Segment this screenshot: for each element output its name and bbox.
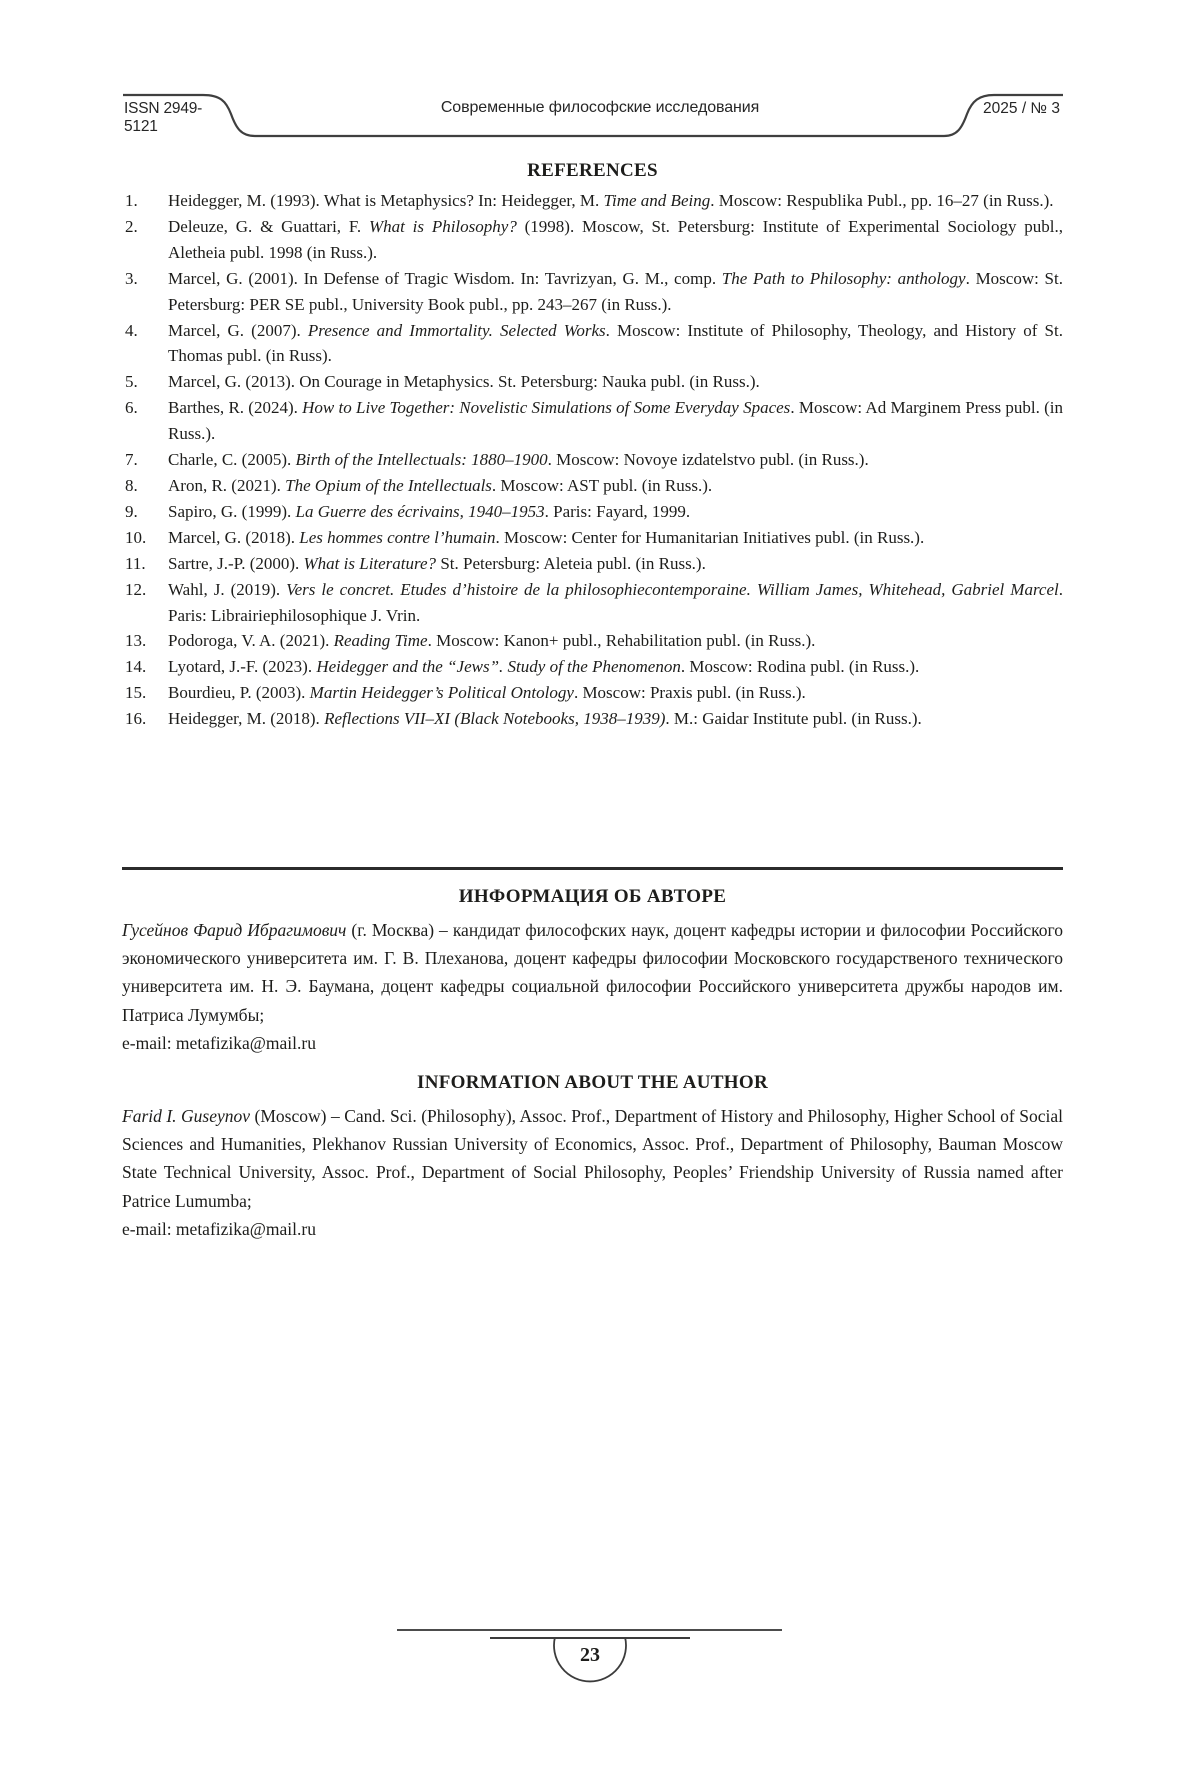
reference-title-italic: La Guerre des écrivains, 1940–1953 xyxy=(295,501,545,521)
reference-text: Barthes, R. (2024). xyxy=(168,398,303,418)
reference-title-italic: Presence and Immortality. Selected Works xyxy=(307,320,606,340)
reference-text: St. Petersburg: Aleteia publ. (in Russ.). xyxy=(436,553,706,573)
reference-text: Marcel, G. (2013). On Courage in Metaphysics. St. Petersburg: Nauka publ. (in Russ.). xyxy=(168,372,760,392)
reference-item xyxy=(122,654,1063,680)
reference-number: 12. xyxy=(125,579,147,599)
reference-number: 10. xyxy=(125,527,147,547)
reference-text: Wahl, J. (2019). xyxy=(168,579,287,599)
reference-text: . Moscow: Center for Humanitarian Initiatives publ. (in Russ.). xyxy=(495,527,925,547)
reference-item xyxy=(122,447,1063,473)
author-email-ru: e-mail: metafizika@mail.ru xyxy=(122,1032,316,1053)
reference-item xyxy=(122,473,1063,499)
reference-item xyxy=(122,525,1063,551)
reference-text: . Moscow: Respublika Publ., pp. 16–27 (in Russ.). xyxy=(710,191,1054,210)
reference-text: . Paris: Fayard, 1999. xyxy=(544,501,691,521)
reference-title-italic: How to Live Together: Novelistic Simulations of Some Everyday Spaces xyxy=(302,398,791,418)
reference-item xyxy=(122,706,1063,732)
reference-item xyxy=(122,577,1063,629)
reference-text: Charle, C. (2005). xyxy=(168,450,296,470)
author-name-en: Farid I. Guseynov xyxy=(122,1106,251,1126)
reference-number: 2. xyxy=(125,216,138,236)
reference-number: 1. xyxy=(125,191,138,210)
reference-text: Podoroga, V. A. (2021). xyxy=(168,631,334,651)
reference-title-italic: Vers le concret. Etudes d’histoire de la philosophiecontemporaine. William James, Whitehead, Gabriel Marcel xyxy=(286,579,1059,599)
reference-item xyxy=(122,628,1063,654)
reference-title-italic: Reading Time xyxy=(333,631,428,651)
reference-number: 9. xyxy=(125,501,138,521)
reference-text: . Moscow: Ad Marginem Press publ. (in Russ.). xyxy=(168,398,1064,444)
reference-title-italic: Les hommes contre l’humain xyxy=(299,527,496,547)
reference-text: Sartre, J.-P. (2000). xyxy=(168,553,304,573)
reference-title-italic: The Path to Philosophy: anthology xyxy=(721,268,966,288)
reference-text: (1998). Moscow, St. Petersburg: Institute of Experimental Sociology publ., Aletheia publ. 1998 (in Russ.). xyxy=(168,216,1063,262)
reference-item xyxy=(122,318,1063,370)
reference-text: . Moscow: St. Petersburg: PER SE publ., University Book publ., pp. 243–267 (in Russ.). xyxy=(168,268,1063,314)
reference-text: Marcel, G. (2007). xyxy=(168,320,308,340)
reference-text: . Moscow: AST publ. (in Russ.). xyxy=(491,475,713,495)
reference-number: 13. xyxy=(125,631,147,651)
reference-title-italic: Time and Being xyxy=(603,191,711,210)
reference-item xyxy=(122,551,1063,577)
reference-item xyxy=(122,499,1063,525)
reference-number: 15. xyxy=(125,683,147,703)
reference-item xyxy=(122,369,1063,395)
reference-title-italic: Heidegger and the “Jews”. Study of the Phenomenon xyxy=(316,657,681,677)
author-bio-ru: (г. Москва) – кандидат философских наук, доцент кафедры истории и философии Российского экономического университета им. Г. В. Плеханова, доцент кафедры философии Московского государственого технического университета им. Н. Э. Баумана, доцент кафедры социальной философии Российского университета дружбы народов им. Патриса Лумумбы; xyxy=(122,920,1063,1025)
reference-item xyxy=(122,214,1063,266)
reference-text: Bourdieu, P. (2003). xyxy=(168,683,310,703)
page-header xyxy=(0,85,1200,147)
author-info-ru-heading: ИНФОРМАЦИЯ ОБ АВТОРЕ xyxy=(458,886,727,907)
reference-number: 7. xyxy=(125,450,138,470)
reference-text: . Moscow: Praxis publ. (in Russ.). xyxy=(573,683,806,703)
reference-number: 8. xyxy=(125,475,138,495)
reference-number: 4. xyxy=(125,320,138,340)
reference-number: 6. xyxy=(125,398,138,418)
reference-text: . Moscow: Kanon+ publ., Rehabilitation publ. (in Russ.). xyxy=(427,631,816,651)
reference-item xyxy=(122,395,1063,447)
reference-text: Marcel, G. (2001). In Defense of Tragic Wisdom. In: Tavrizyan, G. M., comp. xyxy=(168,268,722,288)
reference-text: Deleuze, G. & Guattari, F. xyxy=(168,216,369,236)
reference-number: 11. xyxy=(125,553,146,573)
reference-title-italic: The Opium of the Intellectuals xyxy=(285,475,492,495)
references-heading: REFERENCES xyxy=(527,160,658,181)
reference-text: Lyotard, J.-F. (2023). xyxy=(168,657,317,677)
author-info-en-heading: INFORMATION ABOUT THE AUTHOR xyxy=(417,1072,768,1093)
section-divider xyxy=(122,867,1063,870)
reference-item xyxy=(122,266,1063,318)
reference-number: 16. xyxy=(125,709,147,729)
journal-title: Современные философские исследования xyxy=(440,99,760,116)
reference-number: 14. xyxy=(125,657,147,677)
reference-text: Marcel, G. (2018). xyxy=(168,527,300,547)
reference-text: . Moscow: Rodina publ. (in Russ.). xyxy=(680,657,920,677)
reference-text: . Moscow: Novoye izdatelstvo publ. (in Russ.). xyxy=(547,450,869,470)
reference-text: Aron, R. (2021). xyxy=(168,475,286,495)
references-section xyxy=(122,160,1063,732)
reference-text: . M.: Gaidar Institute publ. (in Russ.). xyxy=(665,709,922,729)
author-info-en-paragraph xyxy=(122,1102,1063,1215)
reference-title-italic: Martin Heidegger’s Political Ontology xyxy=(309,683,574,703)
reference-item xyxy=(122,680,1063,706)
author-info-ru-paragraph xyxy=(122,916,1063,1029)
author-info-ru-section xyxy=(122,886,1063,1057)
author-email-en: e-mail: metafizika@mail.ru xyxy=(122,1218,316,1239)
reference-text: Sapiro, G. (1999). xyxy=(168,501,296,521)
reference-text: . Paris: Librairiephilosophique J. Vrin. xyxy=(168,579,1063,625)
reference-item xyxy=(122,188,1063,214)
page-number: 23 xyxy=(580,1644,600,1666)
reference-title-italic: What is Philosophy? xyxy=(369,216,517,236)
footer-rule-long xyxy=(397,1629,782,1631)
reference-text: . Moscow: Institute of Philosophy, Theology, and History of St. Thomas publ. (in Russ). xyxy=(168,320,1063,366)
reference-text: Heidegger, M. (2018). xyxy=(168,709,325,729)
reference-text: Heidegger, M. (1993). What is Metaphysics? In: Heidegger, M. xyxy=(168,191,604,210)
reference-title-italic: Birth of the Intellectuals: 1880–1900 xyxy=(295,450,548,470)
reference-number: 3. xyxy=(125,268,138,288)
reference-number: 5. xyxy=(125,372,138,392)
reference-title-italic: What is Literature? xyxy=(303,553,437,573)
reference-title-italic: Reflections VII–XI (Black Notebooks, 1938–1939) xyxy=(324,709,666,729)
author-bio-en: (Moscow) – Cand. Sci. (Philosophy), Assoc. Prof., Department of History and Philosophy, Higher School of Social Sciences and Humanities, Plekhanov Russian University of Economics, Assoc. Prof., Department of Philosophy, Bauman Moscow State Technical University, Assoc. Prof., Department of Social Philosophy, Peoples’ Friendship University of Russia named after Patrice Lumumba; xyxy=(122,1106,1063,1211)
journal-issn: ISSN 2949-5121 xyxy=(124,100,203,135)
journal-issue: 2025 / № 3 xyxy=(983,100,1060,117)
references-list xyxy=(122,188,1063,732)
author-info-en-section xyxy=(122,1072,1063,1243)
author-name-ru: Гусейнов Фарид Ибрагимович xyxy=(122,920,347,940)
